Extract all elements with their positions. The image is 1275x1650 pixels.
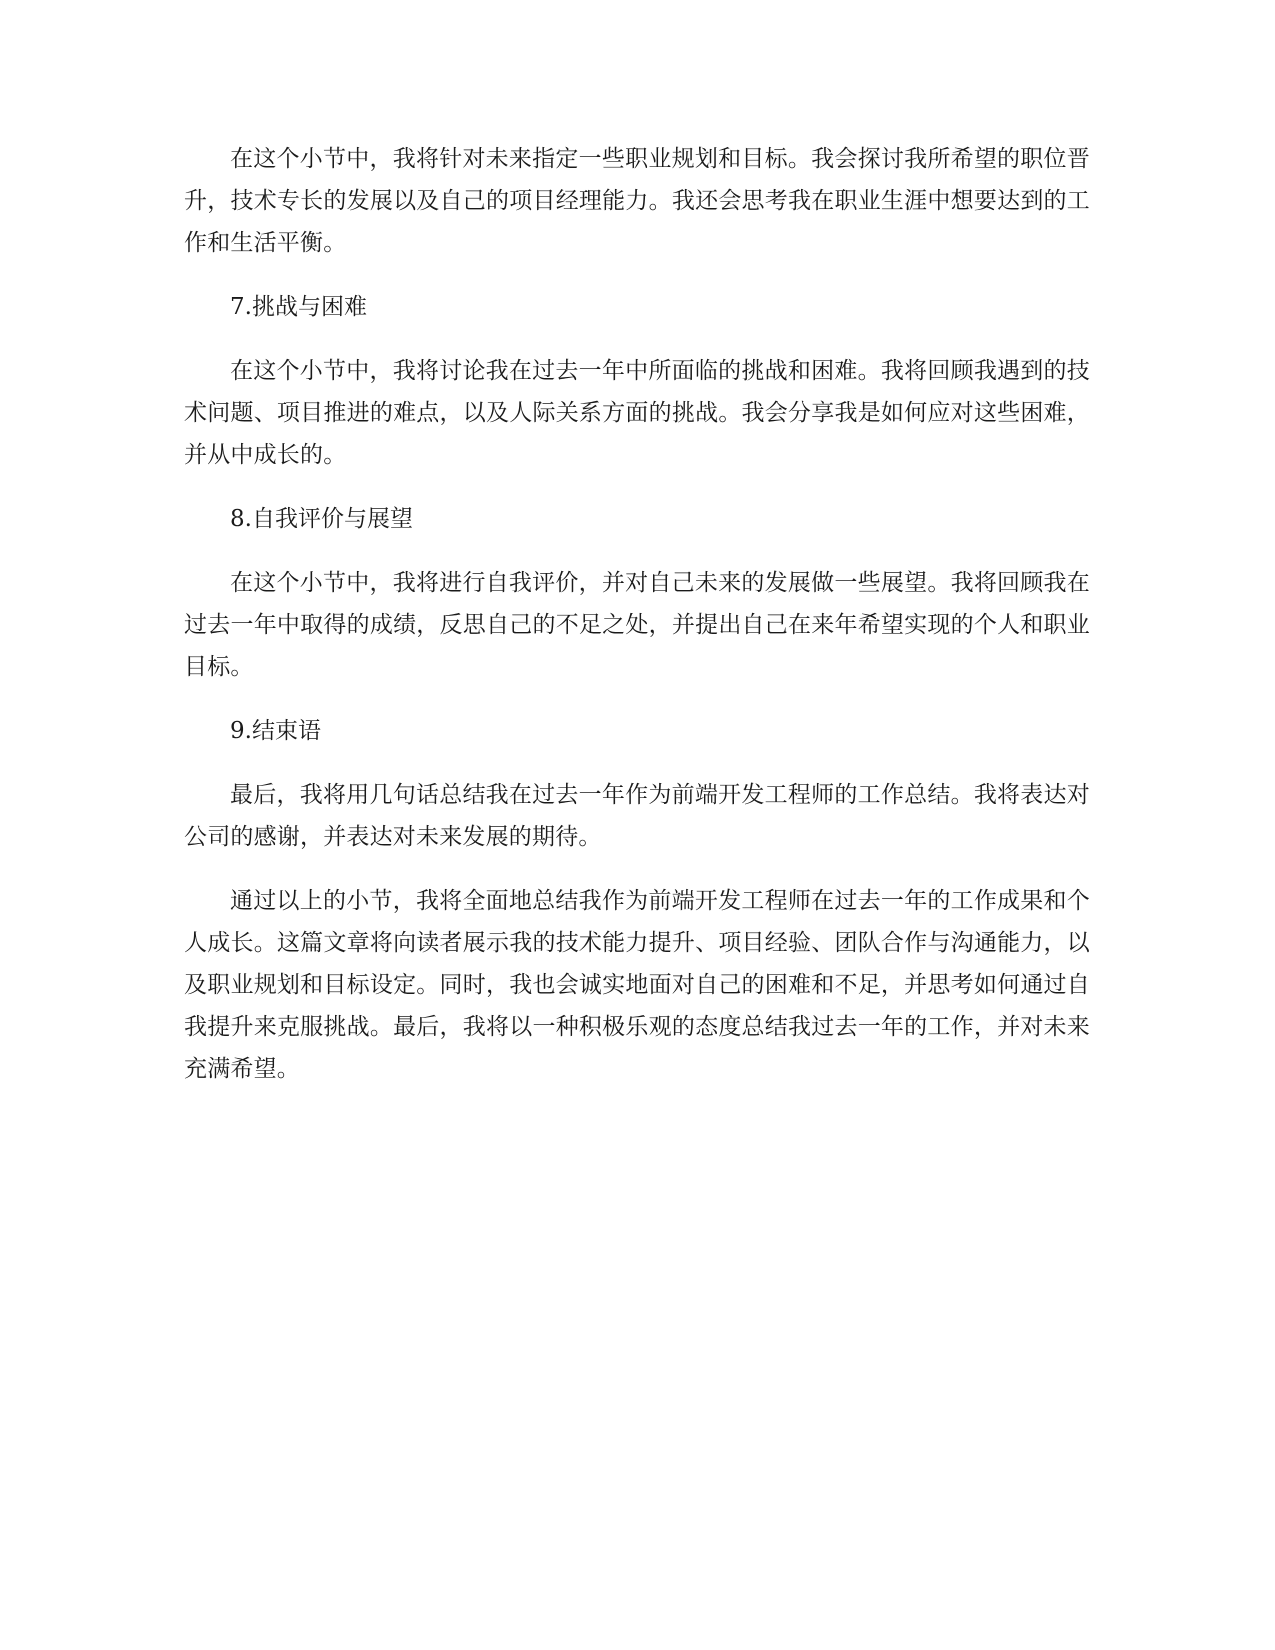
paragraph-self-evaluation: 在这个小节中，我将进行自我评价，并对自己未来的发展做一些展望。我将回顾我在过去一年中取得的成绩，反思自己的不足之处，并提出自己在来年希望实现的个人和职业目标。 [184, 570, 1090, 680]
paragraph-challenges: 在这个小节中，我将讨论我在过去一年中所面临的挑战和困难。我将回顾我遇到的技术问题、项目推进的难点，以及人际关系方面的挑战。我会分享我是如何应对这些困难，并从中成长的。 [184, 358, 1090, 468]
paragraph-conclusion: 最后，我将用几句话总结我在过去一年作为前端开发工程师的工作总结。我将表达对公司的感谢，并表达对未来发展的期待。 [184, 782, 1090, 850]
section-heading-challenges: 7.挑战与困难 [230, 294, 367, 320]
section-heading-self-evaluation: 8.自我评价与展望 [230, 506, 413, 532]
document-page [184, 138, 1090, 1112]
paragraph-career-planning: 在这个小节中，我将针对未来指定一些职业规划和目标。我会探讨我所希望的职位晋升，技术专长的发展以及自己的项目经理能力。我还会思考我在职业生涯中想要达到的工作和生活平衡。 [184, 146, 1090, 256]
section-heading-conclusion: 9.结束语 [230, 718, 321, 744]
paragraph-summary: 通过以上的小节，我将全面地总结我作为前端开发工程师在过去一年的工作成果和个人成长。这篇文章将向读者展示我的技术能力提升、项目经验、团队合作与沟通能力，以及职业规划和目标设定。同时，我也会诚实地面对自己的困难和不足，并思考如何通过自我提升来克服挑战。最后，我将以一种积极乐观的态度总结我过去一年的工作，并对未来充满希望。 [184, 888, 1090, 1082]
